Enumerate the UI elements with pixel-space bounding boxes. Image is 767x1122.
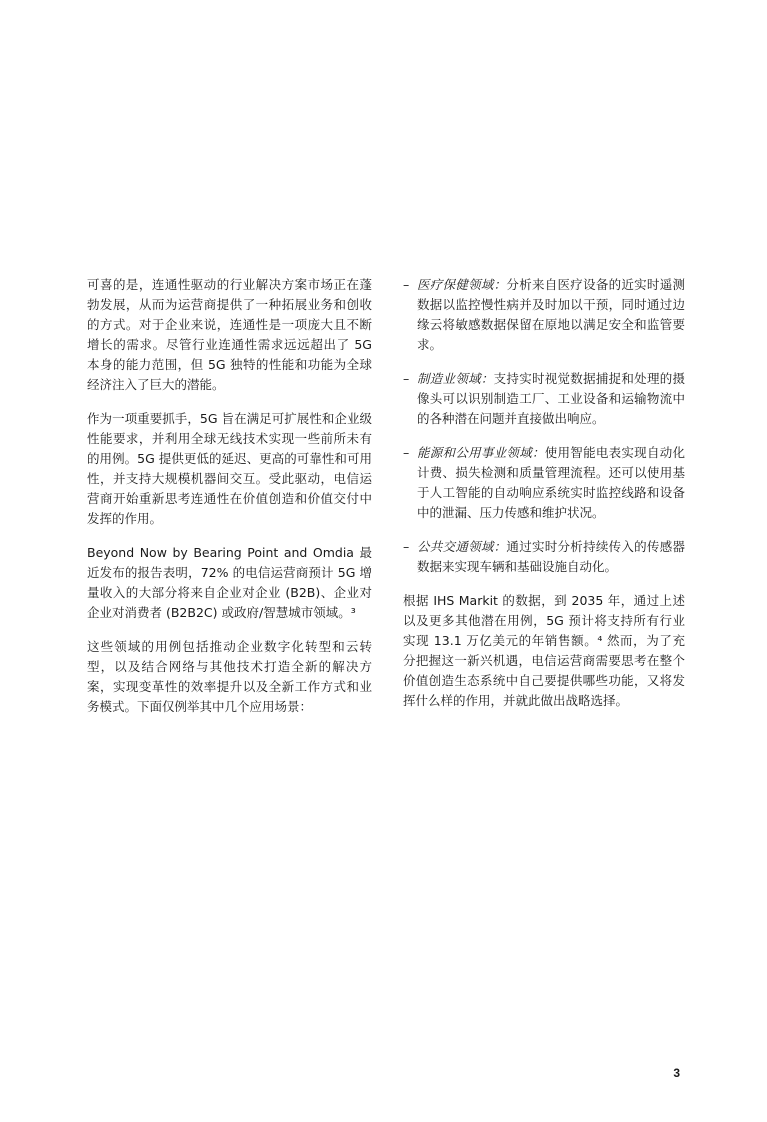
left-column (87, 275, 372, 731)
bullet-text: 支持实时视觉数据捕捉和处理的摄像头可以识别制造工厂、工业设备和运输物流中的各种潜在问题并直接做出响应。 (417, 371, 685, 426)
5g-capabilities-paragraph: 作为一项重要抓手，5G 旨在满足可扩展性和企业级性能要求，并利用全球无线技术实现一些前所未有的用例。5G 提供更低的延迟、更高的可靠性和可用性，并支持大规模机器间交互。受此驱动，电信运营商开始重新思考连通性在价值创造和价值交付中发挥的作用。 (87, 411, 372, 526)
bullet-lead: 制造业领域： (417, 371, 494, 386)
bullet-lead: 公共交通领域： (417, 539, 507, 554)
page-number: 3 (673, 1066, 680, 1080)
list-item-transport (403, 537, 685, 577)
report-paragraph: Beyond Now by Bearing Point and Omdia 最近发布的报告表明，72% 的电信运营商预计 5G 增量收入的大部分将来自企业对企业 (B2B)、企业对企业对消费者 (B2B2C) 或政府/智慧城市领域。³ (87, 545, 372, 620)
use-cases-paragraph: 这些领域的用例包括推动企业数字化转型和云转型，以及结合网络与其他技术打造全新的解决方案，实现变革性的效率提升以及全新工作方式和业务模式。下面仅例举其中几个应用场景： (87, 639, 372, 714)
bullet-dash: – (403, 445, 410, 460)
right-column (403, 275, 685, 725)
bullet-dash: – (403, 371, 410, 386)
list-item-manufacturing (403, 369, 685, 429)
bullet-dash: – (403, 539, 410, 554)
bullet-lead: 医疗保健领域： (417, 277, 507, 292)
bullet-text: 使用智能电表实现自动化计费、损失检测和质量管理流程。还可以使用基于人工智能的自动响应系统实时监控线路和设备中的泄漏、压力传感和维护状况。 (417, 445, 685, 520)
closing-paragraph: 根据 IHS Markit 的数据，到 2035 年，通过上述以及更多其他潜在用例，5G 预计将支持所有行业实现 13.1 万亿美元的年销售额。⁴ 然而，为了充分把握这一新兴机遇，电信运营商需要思考在整个价值创造生态系统中自己要提供哪些功能，又将发挥什么样的作用，并就此做出战略选择。 (403, 593, 685, 708)
list-item-healthcare (403, 275, 685, 355)
bullet-text: 分析来自医疗设备的近实时遥测数据以监控慢性病并及时加以干预，同时通过边缘云将敏感数据保留在原地以满足安全和监管要求。 (417, 277, 685, 352)
list-item-energy (403, 443, 685, 523)
intro-paragraph: 可喜的是，连通性驱动的行业解决方案市场正在蓬勃发展，从而为运营商提供了一种拓展业务和创收的方式。对于企业来说，连通性是一项庞大且不断增长的需求。尽管行业连通性需求远远超出了 5G 本身的能力范围，但 5G 独特的性能和功能为全球经济注入了巨大的潜能。 (87, 277, 372, 392)
bullet-dash: – (403, 277, 410, 292)
bullet-lead: 能源和公用事业领域： (417, 445, 545, 460)
bullet-text: 通过实时分析持续传入的传感器数据来实现车辆和基础设施自动化。 (417, 539, 685, 574)
